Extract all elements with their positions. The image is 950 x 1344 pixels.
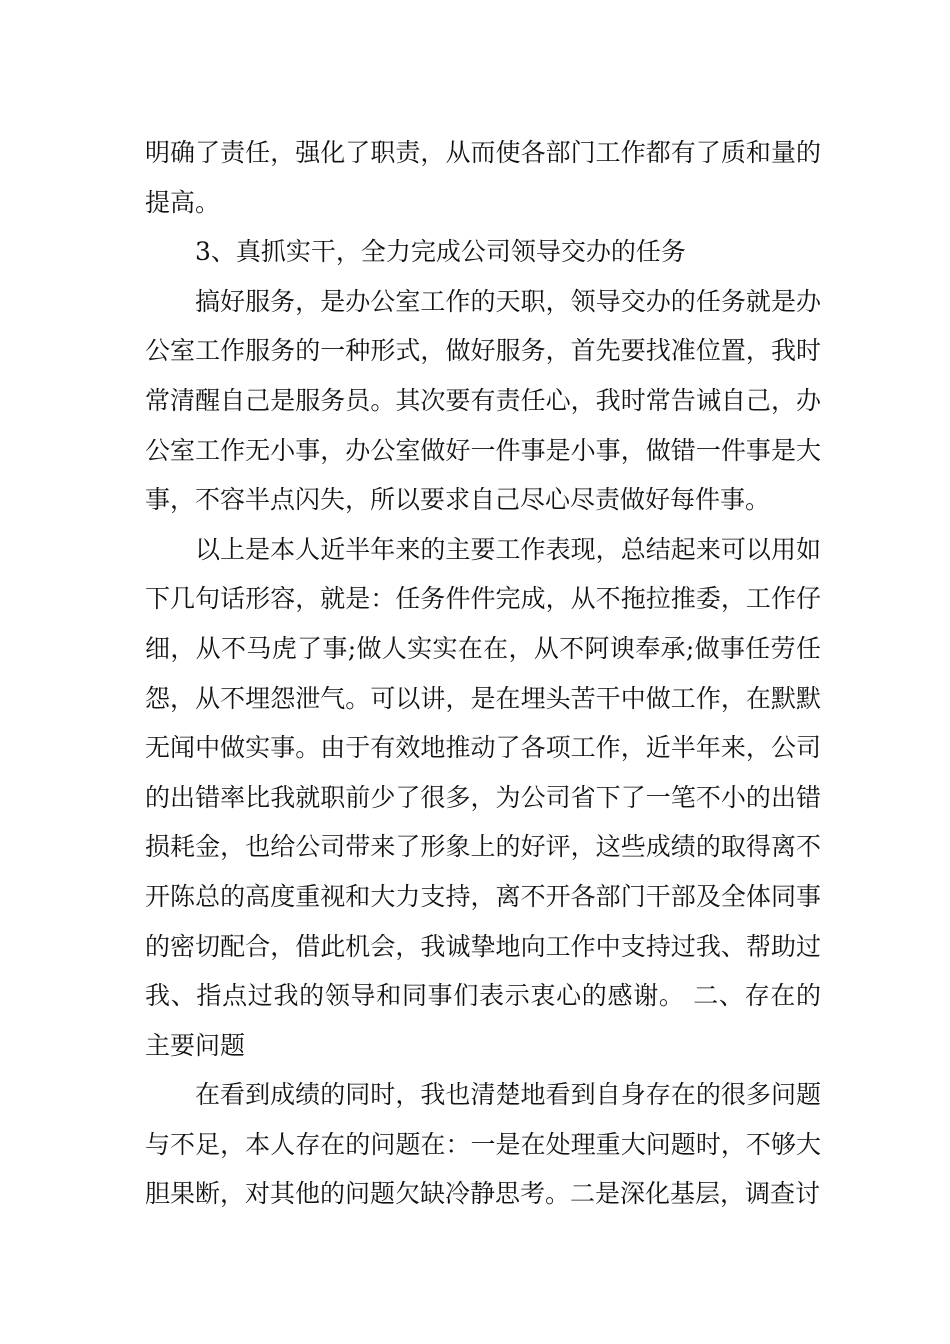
document-body	[145, 128, 821, 1219]
paragraph-summary: 以上是本人近半年来的主要工作表现，总结起来可以用如下几句话形容，就是：任务件件完成，从不拖拉推委，工作仔细，从不马虎了事;做人实实在在，从不阿谀奉承;做事任劳任怨，从不埋怨泄气。可以讲，是在埋头苦干中做工作，在默默无闻中做实事。由于有效地推动了各项工作，近半年来，公司的出错率比我就职前少了很多，为公司省下了一笔不小的出错损耗金，也给公司带来了形象上的好评，这些成绩的取得离不开陈总的高度重视和大力支持，离不开各部门干部及全体同事的密切配合，借此机会，我诚挚地向工作中支持过我、帮助过我、指点过我的领导和同事们表示衷心的感谢。 二、存在的主要问题	[145, 534, 821, 1060]
section-heading: 3、真抓实干，全力完成公司领导交办的任务	[195, 237, 686, 267]
paragraph-service: 搞好服务，是办公室工作的天职，领导交办的任务就是办公室工作服务的一种形式，做好服务，首先要找准位置，我时常清醒自己是服务员。其次要有责任心，我时常告诫自己，办公室工作无小事，办公室做好一件事是小事，做错一件事是大事，不容半点闪失，所以要求自己尽心尽责做好每件事。	[145, 286, 821, 515]
paragraph-problems: 在看到成绩的同时，我也清楚地看到自身存在的很多问题与不足，本人存在的问题在：一是在处理重大问题时，不够大胆果断，对其他的问题欠缺冷静思考。二是深化基层，调查讨	[145, 1080, 821, 1209]
paragraph-continuation: 明确了责任，强化了职责，从而使各部门工作都有了质和量的提高。	[145, 138, 821, 217]
